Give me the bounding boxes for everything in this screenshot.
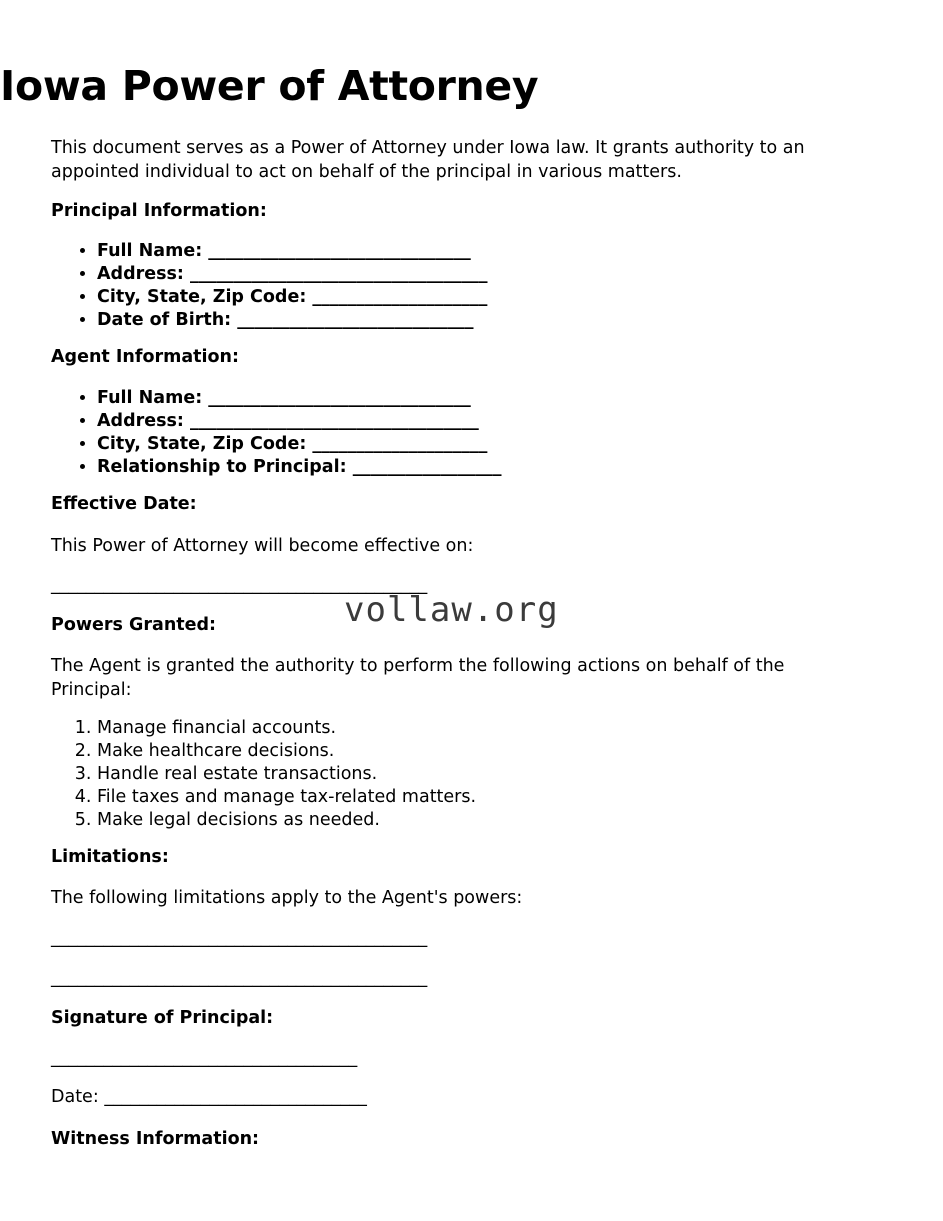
field-label: City, State, Zip Code:	[97, 286, 307, 307]
limitations-blank-2[interactable]: ___________________________________________	[51, 968, 428, 988]
field-blank[interactable]: _________________	[352, 456, 502, 477]
signature-blank[interactable]: ___________________________________	[51, 1048, 358, 1068]
powers-intro-paragraph: The Agent is granted the authority to perform the following actions on behalf of the Principal:	[51, 656, 785, 701]
field-blank[interactable]: ______________________________	[208, 241, 471, 261]
field-blank[interactable]: ____________________	[312, 286, 488, 307]
principal-fields-list	[51, 240, 488, 332]
effective-date-blank[interactable]: ___________________________________________	[51, 575, 428, 595]
powers-list	[51, 717, 476, 832]
field-blank[interactable]: __________________________________	[190, 263, 488, 284]
limitations-blank-1[interactable]: ___________________________________________	[51, 928, 428, 948]
list-item	[97, 309, 488, 332]
list-item	[97, 433, 501, 456]
list-item	[97, 240, 488, 263]
field-label: Full Name:	[97, 241, 203, 261]
limitations-text: The following limitations apply to the Agent's powers:	[51, 888, 523, 908]
list-item: 5. Make legal decisions as needed.	[97, 809, 476, 832]
limitations-heading: Limitations:	[51, 847, 169, 867]
field-label: City, State, Zip Code:	[97, 433, 307, 454]
principal-information-heading: Principal Information:	[51, 201, 267, 221]
field-label: Address:	[97, 263, 184, 284]
field-label: Full Name:	[97, 388, 203, 408]
date-blank[interactable]: ______________________________	[104, 1087, 367, 1107]
witness-information-heading: Witness Information:	[51, 1129, 260, 1149]
list-item	[97, 387, 501, 410]
list-item	[97, 286, 488, 309]
list-item	[97, 456, 501, 479]
list-item	[97, 263, 488, 286]
field-label: Date of Birth:	[97, 309, 232, 330]
agent-information-heading: Agent Information:	[51, 347, 239, 367]
powers-granted-heading: Powers Granted:	[51, 615, 217, 635]
list-item: 4. File taxes and manage tax-related matters.	[97, 786, 476, 809]
list-item	[97, 410, 501, 433]
field-blank[interactable]: _________________________________	[190, 410, 479, 431]
list-item: 3. Handle real estate transactions.	[97, 763, 476, 786]
intro-paragraph: This document serves as a Power of Attorney under Iowa law. It grants authority to an appointed individual to act on behalf of the principal in various matters.	[51, 138, 805, 183]
watermark: vollaw.org	[344, 590, 559, 630]
field-label: Relationship to Principal:	[97, 456, 347, 477]
agent-fields-list	[51, 387, 501, 479]
field-label: Address:	[97, 410, 184, 431]
date-line	[51, 1087, 367, 1108]
list-item: 2. Make healthcare decisions.	[97, 740, 476, 763]
field-blank[interactable]: ___________________________	[237, 309, 474, 330]
list-item: 1. Manage financial accounts.	[97, 717, 476, 740]
date-label: Date:	[51, 1087, 99, 1107]
field-blank[interactable]: ______________________________	[208, 388, 471, 408]
effective-date-text: This Power of Attorney will become effective on:	[51, 536, 474, 556]
effective-date-heading: Effective Date:	[51, 494, 197, 514]
page-title: Iowa Power of Attorney	[0, 62, 539, 110]
signature-of-principal-heading: Signature of Principal:	[51, 1008, 274, 1028]
field-blank[interactable]: ____________________	[312, 433, 488, 454]
